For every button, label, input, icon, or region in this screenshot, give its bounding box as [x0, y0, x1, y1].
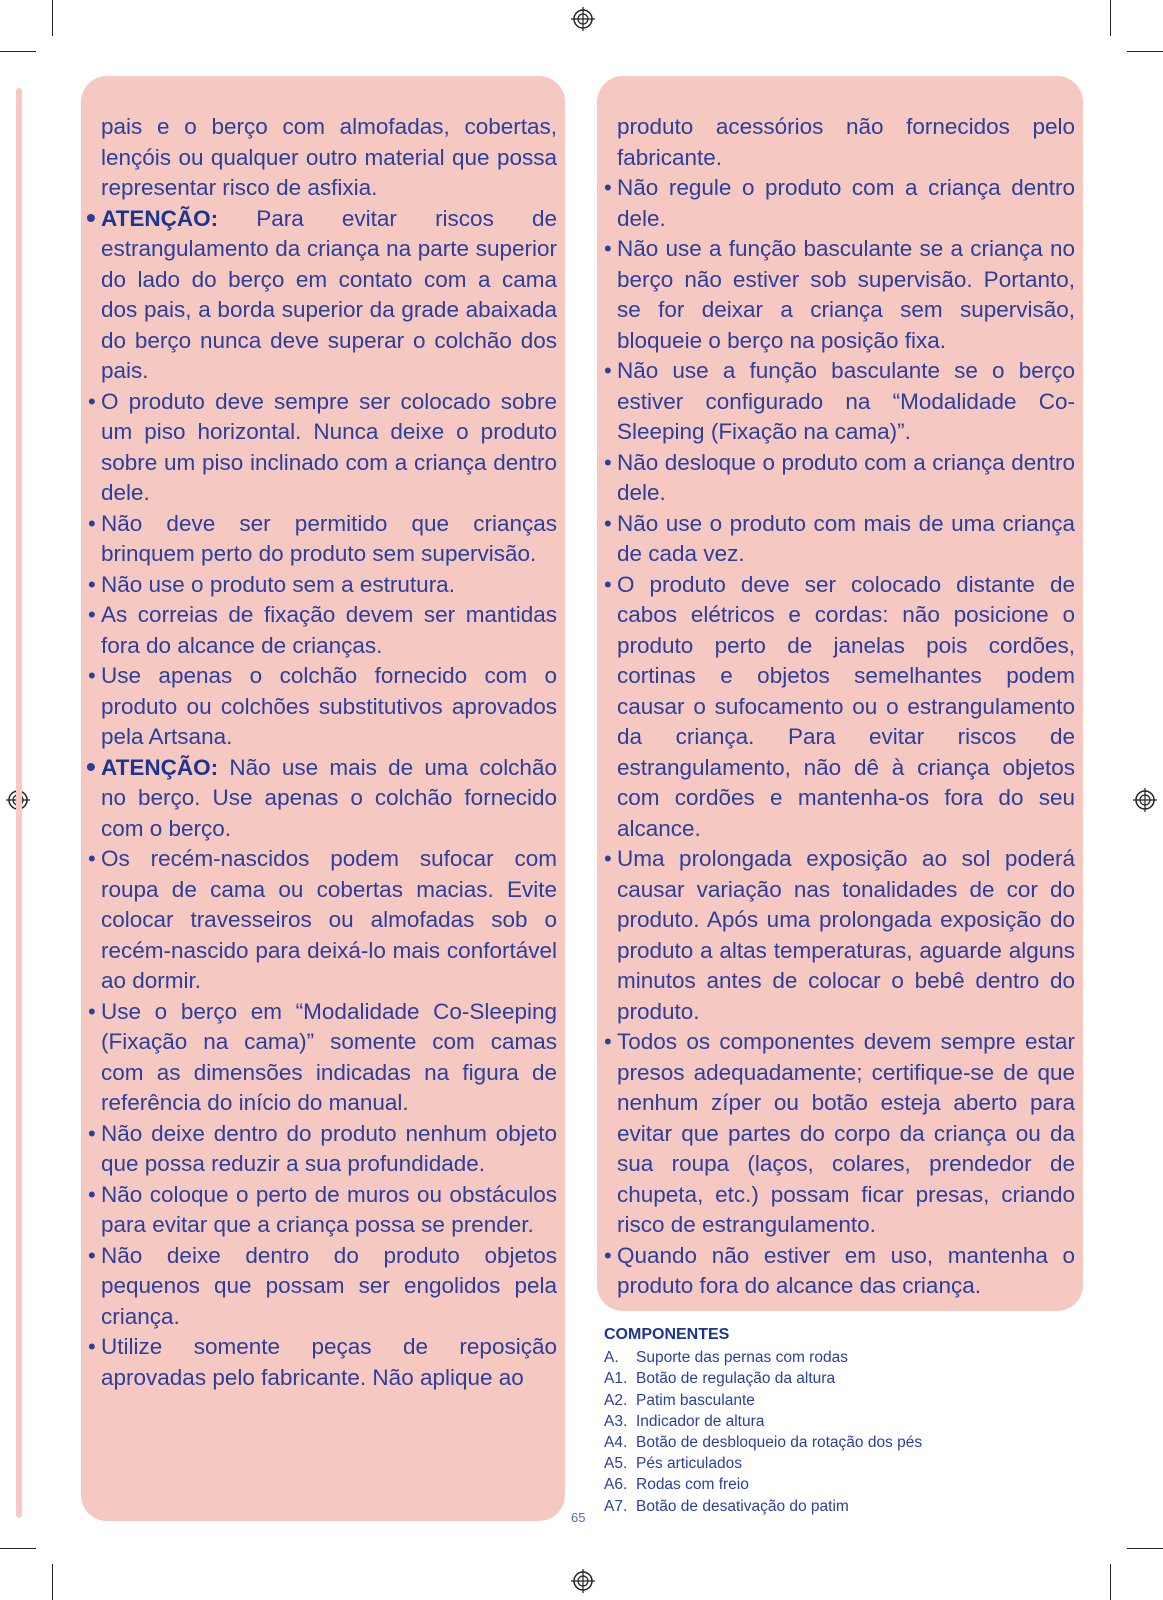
component-label: Botão de desativação do patim — [636, 1497, 849, 1515]
bullet-icon: • — [604, 1029, 612, 1054]
paragraph-text: As correias de fixação devem ser mantidas fora do alcance de crianças. — [101, 602, 557, 658]
crop-mark — [1110, 1564, 1111, 1600]
component-label: Rodas com freio — [636, 1476, 749, 1494]
bullet-icon: • — [604, 236, 612, 261]
component-code: A4. — [604, 1434, 628, 1452]
paragraph-text: Não use o produto com mais de uma criança de cada vez. — [617, 510, 1075, 566]
registration-mark-icon — [571, 1569, 595, 1593]
bullet-icon: • — [88, 388, 96, 414]
crop-mark — [1127, 51, 1163, 52]
component-item — [604, 1432, 1064, 1453]
bullet-icon: • — [604, 571, 612, 597]
components-items — [604, 1347, 1064, 1517]
paragraph-text: O produto deve sempre ser colocado sobre um piso horizontal. Nunca deixe o produto sobre um piso inclinado com a criança dentro dele. — [101, 388, 557, 505]
bullet-icon: • — [88, 1120, 96, 1146]
component-item — [604, 1496, 1064, 1517]
bullet-paragraph — [88, 997, 557, 1119]
bullet-paragraph — [604, 173, 1075, 234]
bullet-paragraph — [604, 448, 1075, 509]
paragraph-text: Utilize somente peças de reposição aprovadas pelo fabricante. Não aplique ao — [101, 1334, 557, 1390]
paragraph-text: produto acessórios não fornecidos pelo fabricante. — [617, 114, 1075, 170]
component-label: Suporte das pernas com rodas — [636, 1349, 848, 1367]
paragraph-text: Não use mais de uma colchão no berço. Use apenas o colchão fornecido com o berço. — [101, 754, 557, 841]
paragraph-text: Não coloque o perto de muros ou obstáculos para evitar que a criança possa se prender. — [101, 1181, 557, 1237]
bullet-paragraph — [88, 1241, 557, 1333]
crop-mark — [1110, 0, 1111, 36]
bullet-icon: • — [88, 846, 96, 871]
warning-label: ATENÇÃO: — [101, 205, 219, 231]
component-label: Botão de desbloqueio da rotação dos pés — [636, 1434, 923, 1452]
warning-paragraph — [86, 201, 557, 387]
registration-mark-icon — [571, 7, 595, 31]
paragraph-text: O produto deve ser colocado distante de cabos elétricos e cordas: não posicione o produto perto de janelas pois cordões, cortinas e objetos semelhantes podem causar o sufocamento ou o estrangulamento da criança. Para evitar riscos de estrangulamento, não dê à criança objetos com cordões e mantenha-os fora do seu alcance. — [617, 571, 1075, 841]
component-code: A6. — [604, 1476, 628, 1494]
paragraph-text: Não use a função basculante se a criança no berço não estiver sob supervisão. Portanto, se for deixar a criança sem supervisão, bloqueie o berço na posição fixa. — [617, 236, 1075, 353]
bullet-icon: • — [604, 1242, 612, 1268]
paragraph-text: Para evitar riscos de estrangulamento da criança na parte superior do lado do berço em contato com a cama dos pais, a borda superior da grade abaixada do berço nunca deve superar o colchão dos pais. — [101, 205, 557, 383]
components-title: COMPONENTES — [604, 1326, 730, 1343]
warning-label: ATENÇÃO: — [101, 754, 219, 780]
bullet-paragraph — [604, 234, 1075, 356]
crop-mark — [52, 0, 53, 36]
bullet-paragraph — [604, 570, 1075, 845]
bullet-paragraph — [604, 356, 1075, 448]
paragraph-text: Use apenas o colchão fornecido com o produto ou colchões substitutivos aprovados pela Artsana. — [101, 663, 557, 749]
bullet-icon: • — [88, 602, 96, 627]
component-label: Pés articulados — [636, 1455, 742, 1473]
bullet-paragraph — [604, 509, 1075, 570]
continued-paragraph — [617, 112, 1075, 173]
bullet-icon: • — [86, 201, 96, 233]
bullet-paragraph — [88, 1119, 557, 1180]
page-number: 65 — [571, 1510, 586, 1525]
component-item — [604, 1347, 1064, 1368]
component-code: A3. — [604, 1412, 628, 1430]
crop-mark — [1127, 1548, 1163, 1549]
component-item — [604, 1474, 1064, 1495]
component-code: A2. — [604, 1391, 628, 1409]
paragraph-text: Não use a função basculante se o berço estiver configurado na “Modalidade Co-Sleeping (Fixação na cama)”. — [617, 358, 1075, 444]
component-item — [604, 1368, 1064, 1389]
paragraph-text: Não deve ser permitido que crianças brinquem perto do produto sem supervisão. — [101, 510, 557, 566]
bullet-paragraph — [88, 1332, 557, 1393]
paragraph-text: Não desloque o produto com a criança dentro dele. — [617, 449, 1075, 505]
left-warning-panel — [81, 76, 565, 1521]
paragraph-text: Não use o produto sem a estrutura. — [101, 571, 455, 597]
bullet-paragraph — [604, 844, 1075, 1027]
paragraph-text: Não deixe dentro do produto nenhum objeto que possa reduzir a sua profundidade. — [101, 1120, 557, 1176]
component-item — [604, 1411, 1064, 1432]
bullet-paragraph — [604, 1241, 1075, 1302]
component-label: Patim basculante — [636, 1391, 755, 1409]
bullet-icon: • — [88, 998, 96, 1024]
left-column-text — [86, 112, 557, 1393]
bullet-icon: • — [88, 510, 96, 536]
registration-mark-icon — [1133, 788, 1157, 812]
bullet-icon: • — [88, 1181, 96, 1207]
component-label: Botão de regulação da altura — [636, 1370, 836, 1388]
bullet-icon: • — [88, 1334, 96, 1359]
component-code: A. — [604, 1349, 619, 1367]
bullet-paragraph — [88, 1180, 557, 1241]
paragraph-text: pais e o berço com almofadas, cobertas, lençóis ou qualquer outro material que possa representar risco de asfixia. — [101, 114, 557, 200]
paragraph-text: Use o berço em “Modalidade Co-Sleeping (Fixação na cama)” somente com camas com as dimensões indicadas na figura de referência do início do manual. — [101, 998, 557, 1115]
paragraph-text: Todos os componentes devem sempre estar presos adequadamente; certifique-se de que nenhum zíper ou botão esteja aberto para evitar que partes do corpo da criança ou da sua roupa (laços, colares, prendedor de chupeta, etc.) possam ficar presas, criando risco de estrangulamento. — [617, 1029, 1075, 1237]
paragraph-text: Não deixe dentro do produto objetos pequenos que possam ser engolidos pela criança. — [101, 1242, 557, 1329]
paragraph-text: Uma prolongada exposição ao sol poderá causar variação nas tonalidades de cor do produto. Após uma prolongada exposição do produto a altas temperaturas, aguarde alguns minutos antes de colocar o bebê dentro do produto. — [617, 846, 1075, 1024]
component-code: A1. — [604, 1370, 628, 1388]
bullet-icon: • — [604, 510, 612, 536]
paragraph-text: Não regule o produto com a criança dentro dele. — [617, 175, 1075, 231]
bullet-paragraph — [88, 509, 557, 570]
component-item — [604, 1390, 1064, 1411]
bullet-paragraph — [88, 387, 557, 509]
component-label: Indicador de altura — [636, 1412, 765, 1430]
crop-mark — [52, 1564, 53, 1600]
right-warning-panel — [597, 76, 1083, 1311]
paragraph-text: Os recém-nascidos podem sufocar com roupa de cama ou cobertas macias. Evite colocar travesseiros ou almofadas sob o recém-nascido para deixá-lo mais confortável ao dormir. — [101, 846, 557, 993]
bullet-paragraph — [88, 600, 557, 661]
warning-paragraph — [86, 750, 557, 845]
page-edge-bar — [16, 88, 22, 1518]
continued-paragraph — [101, 112, 557, 204]
bullet-icon: • — [88, 663, 96, 688]
crop-mark — [0, 51, 36, 52]
bullet-icon: • — [604, 449, 612, 475]
bullet-icon: • — [604, 175, 612, 200]
crop-mark — [0, 1548, 36, 1549]
component-code: A5. — [604, 1455, 628, 1473]
right-column-text — [604, 112, 1075, 1302]
bullet-paragraph — [88, 661, 557, 753]
paragraph-text: Quando não estiver em uso, mantenha o produto fora do alcance das criança. — [617, 1242, 1075, 1298]
component-code: A7. — [604, 1497, 628, 1515]
bullet-paragraph — [88, 844, 557, 997]
bullet-icon: • — [604, 358, 612, 383]
bullet-icon: • — [604, 846, 612, 871]
bullet-icon: • — [86, 750, 96, 782]
bullet-paragraph — [88, 570, 557, 601]
bullet-paragraph — [604, 1027, 1075, 1241]
bullet-icon: • — [88, 1242, 96, 1268]
components-list — [604, 1324, 1064, 1517]
bullet-icon: • — [88, 571, 96, 597]
component-item — [604, 1453, 1064, 1474]
